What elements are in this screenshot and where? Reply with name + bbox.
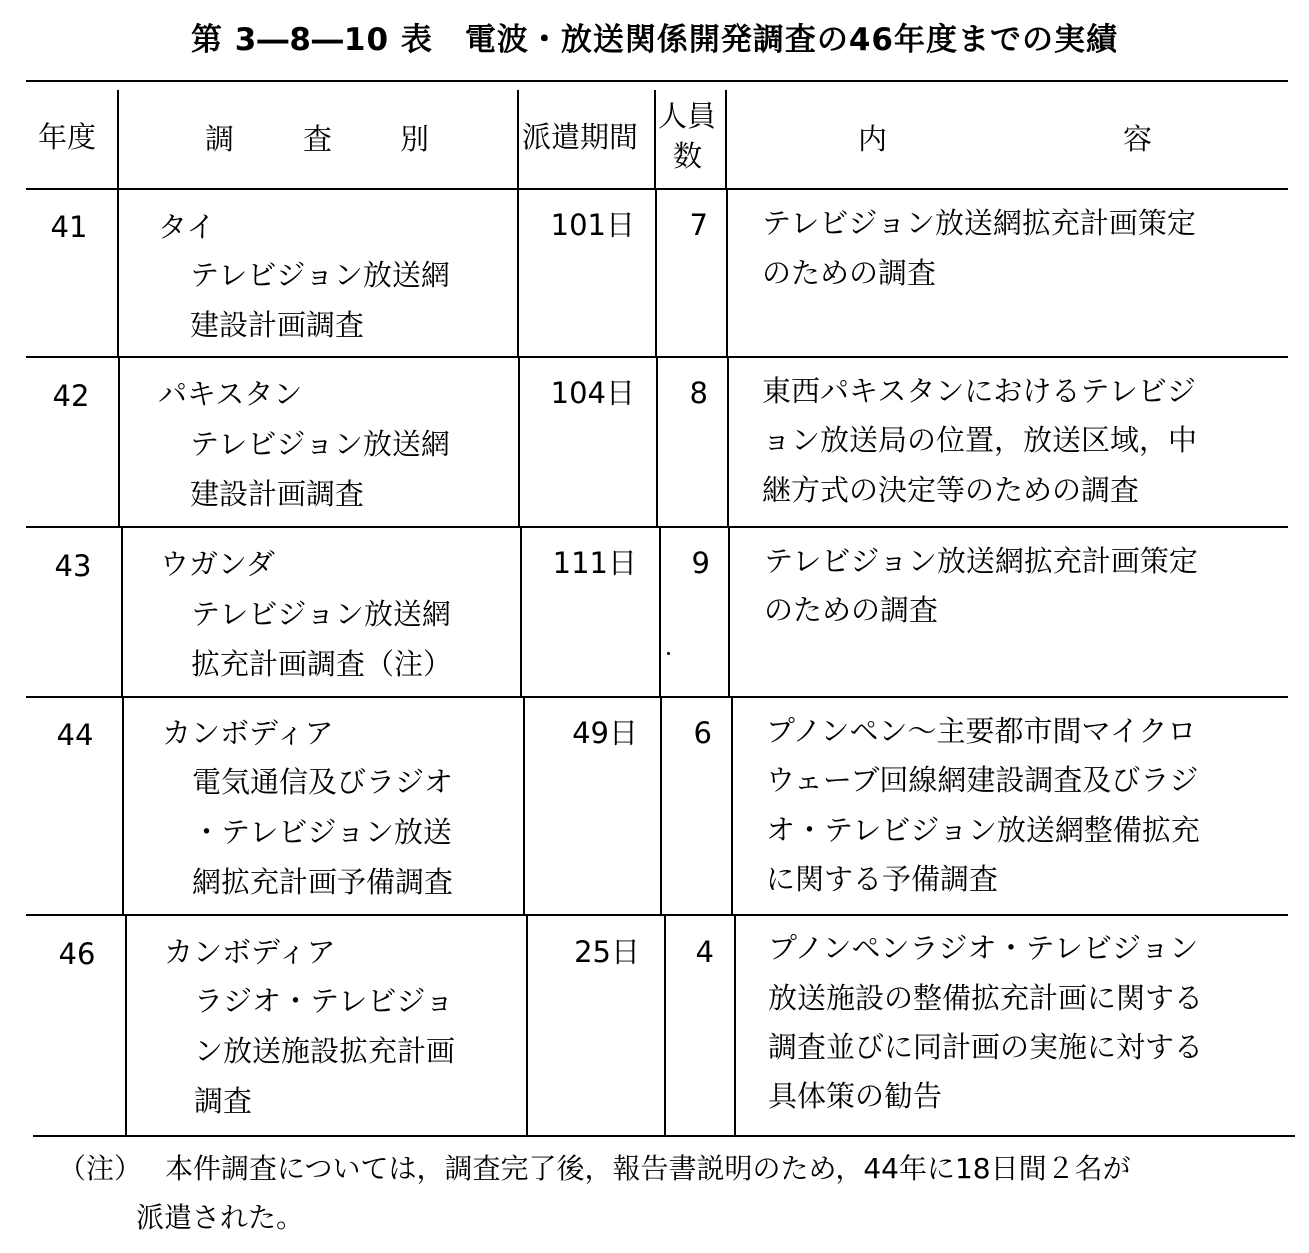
stray-dot [667,652,670,655]
header-survey-char: 査 [303,122,333,156]
row-survey-line: テレビジョン放送網 [190,258,450,292]
header-staff-line1: 人員 [658,99,717,133]
row-period: 104日 [550,376,635,410]
row-staff: 9 [691,546,710,580]
row-content-line: プノンペン〜主要都市間マイクロ [766,714,1197,748]
row-country: ウガンダ [160,547,275,581]
header-content-char: 内 [858,122,888,156]
row-content-line: 放送施設の整備拡充計画に関する [768,981,1204,1015]
row-period: 111日 [552,546,637,580]
row-rule [26,526,1288,528]
top-rule [26,80,1288,82]
row-period: 25日 [574,935,640,969]
footnote-line2: 派遣された。 [136,1201,305,1234]
row-survey-line: テレビジョン放送網 [190,427,450,461]
row-staff: 7 [689,208,708,242]
row-year: 46 [58,937,96,971]
row-survey-line: テレビジョン放送網 [191,597,451,631]
row-content-line: 具体策の勧告 [768,1079,943,1113]
row-survey-line: ラジオ・テレビジョ [194,984,454,1018]
header-rule [26,188,1288,190]
row-content-line: テレビジョン放送網拡充計画策定 [762,206,1196,240]
footnote-line1: 本件調査については，調査完了後，報告書説明のため，44年に18日間２名が [165,1152,1131,1185]
bottom-rule [33,1135,1295,1137]
row-period: 101日 [550,208,635,242]
row-survey-line: 電気通信及びラジオ [192,765,454,799]
header-period: 派遣期間 [522,120,639,154]
header-content-char: 容 [1123,122,1153,156]
row-country: パキスタン [158,377,303,411]
row-survey-line: 網拡充計画予備調査 [192,865,454,899]
row-year: 43 [54,549,92,583]
row-year: 42 [52,379,90,413]
row-survey-line: 拡充計画調査（注） [191,647,453,681]
row-content-line: ウェーブ回線網建設調査及びラジ [766,763,1199,797]
row-content-line: に関する予備調査 [766,862,999,896]
row-survey-line: 建設計画調査 [190,477,365,511]
row-staff: 4 [695,935,714,969]
row-survey-line: 建設計画調査 [190,308,365,342]
row-country: タイ [158,210,216,244]
row-staff: 6 [693,716,712,750]
row-country: カンボディア [162,716,334,750]
row-content-line: プノンペンラジオ・テレビジョン [768,931,1199,965]
row-survey-line: ・テレビジョン放送 [192,815,452,849]
row-survey-line: 調査 [194,1084,253,1118]
row-rule [26,914,1288,916]
row-content-line: のための調査 [764,593,939,627]
row-content-line: テレビジョン放送網拡充計画策定 [764,544,1198,578]
row-content-line: 調査並びに同計画の実施に対する [768,1030,1204,1064]
footnote-label: （注） [58,1152,143,1185]
row-content-line: ョン放送局の位置，放送区域，中 [762,423,1198,457]
header-survey-char: 別 [400,122,430,156]
header-survey-char: 調 [205,122,235,156]
row-content-line: のための調査 [762,256,937,290]
header-year: 年度 [38,120,97,154]
row-content-line: オ・テレビジョン放送網整備拡充 [766,813,1200,847]
row-period: 49日 [572,716,638,750]
row-content-line: 東西パキスタンにおけるテレビジ [762,374,1196,408]
row-rule [26,696,1288,698]
row-staff: 8 [689,376,708,410]
row-year: 41 [50,210,88,244]
header-staff-line2: 数 [673,139,703,173]
row-survey-line: ン放送施設拡充計画 [194,1034,456,1068]
row-year: 44 [56,718,94,752]
table-title: 第 3―8―10 表 電波・放送関係開発調査の46年度までの実績 [190,22,1118,58]
row-content-line: 継方式の決定等のための調査 [762,473,1140,507]
row-country: カンボディア [164,935,336,969]
